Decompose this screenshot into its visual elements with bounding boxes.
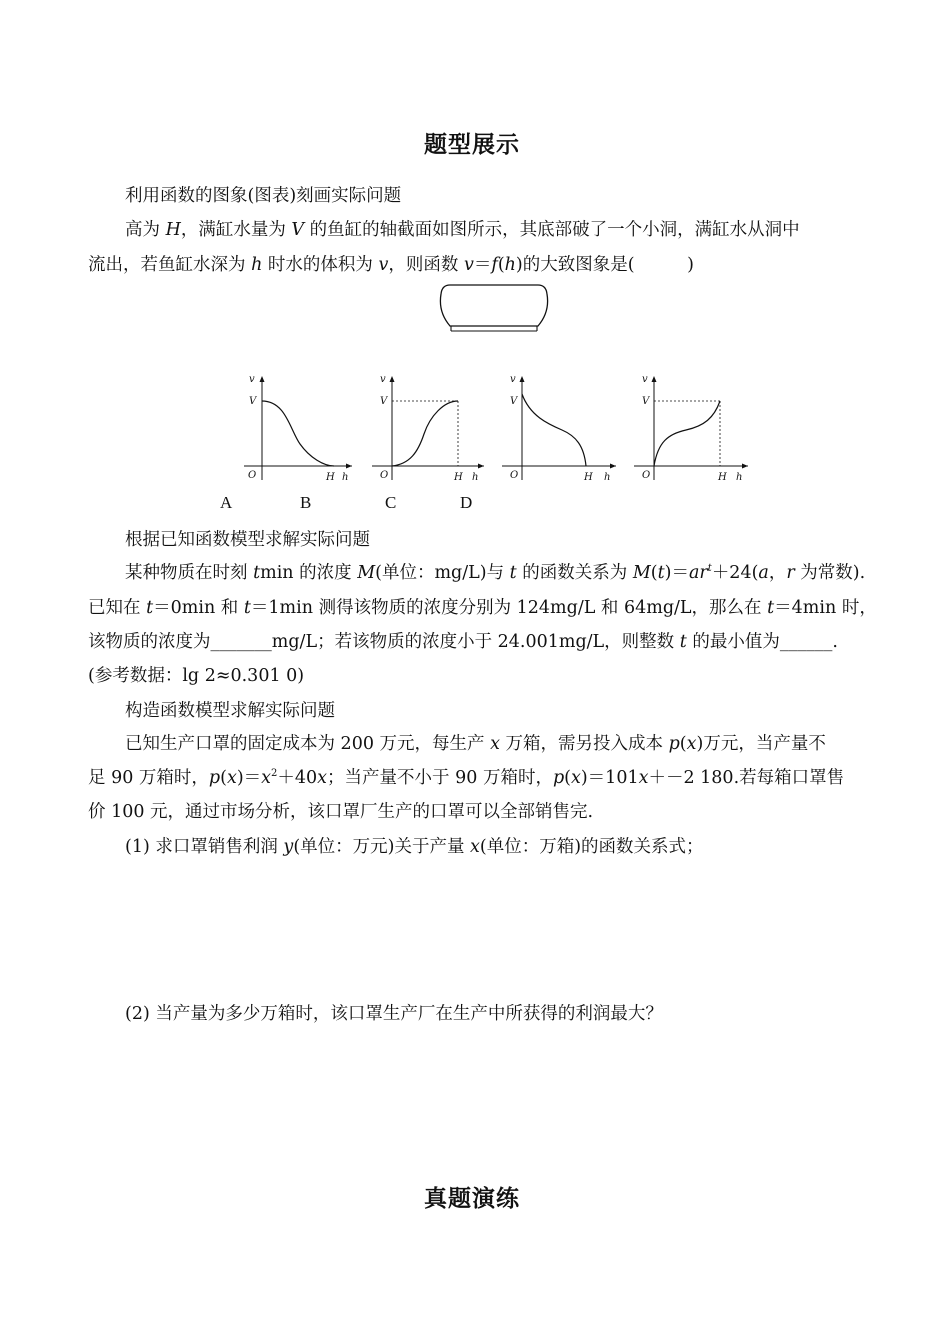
section-title-2: 真题演练 <box>424 1185 520 1212</box>
axis-label-V: V <box>249 396 257 407</box>
topic3-line3: 价 100 元，通过市场分析，该口罩厂生产的口罩可以全部销售完. <box>88 802 594 822</box>
tick-label-H: H <box>584 472 593 483</box>
question-2: (2) 当产量为多少万箱时，该口罩生产厂在生产中所获得的利润最大？ <box>125 1004 663 1024</box>
topic3-line2: 足 90 万箱时，$p(x)=x^2+40x$；当产量不小于 90 万箱时，p(x)＝101x＋－2 180.若每箱口罩售 <box>88 768 845 788</box>
topic2-line1: 某种物质在时刻 tmin 的浓度 M(单位：mg/L)与 t 的函数关系为 $M(t)=ar^t+24(a$，r 为常数). <box>125 563 866 583</box>
axis-label-h: h <box>342 472 349 483</box>
axis-label-V: V <box>642 396 650 407</box>
axis-label-V: V <box>380 396 388 407</box>
topic2-line3: 该物质的浓度为_______mg/L；若该物质的浓度小于 24.001mg/L，则整数 t 的最小值为______. <box>88 632 838 652</box>
topic3-line1: 已知生产口罩的固定成本为 200 万元，每生产 x 万箱，需另投入成本 p(x)万元，当产量不 <box>125 734 826 754</box>
option-b-label: B <box>300 493 312 512</box>
axis-label-h: h <box>472 472 479 483</box>
graph-option-b <box>370 372 490 484</box>
topic1-heading: 利用函数的图象(图表)刻画实际问题 <box>125 186 402 206</box>
option-c-label: C <box>385 493 397 512</box>
origin-label: O <box>642 470 651 481</box>
topic2-heading: 根据已知函数模型求解实际问题 <box>125 530 370 550</box>
graph-option-a <box>238 372 358 484</box>
axis-label-v: v <box>249 374 255 385</box>
graph-option-c <box>500 372 620 484</box>
topic2-line4: (参考数据：lg 2≈0.301 0) <box>88 666 305 686</box>
axis-label-V: V <box>510 396 518 407</box>
axis-label-h: h <box>736 472 743 483</box>
topic3-heading: 构造函数模型求解实际问题 <box>125 701 335 721</box>
section-title-1: 题型展示 <box>424 131 520 158</box>
topic1-line2: 流出，若鱼缸水深为 h 时水的体积为 v，则函数 v＝f(h)的大致图象是( ) <box>88 255 694 275</box>
option-d-label: D <box>460 493 473 512</box>
axis-label-v: v <box>642 374 648 385</box>
axis-label-v: v <box>510 374 516 385</box>
graph-option-d <box>632 372 752 484</box>
origin-label: O <box>248 470 257 481</box>
tick-label-H: H <box>718 472 727 483</box>
axis-label-v: v <box>380 374 386 385</box>
origin-label: O <box>510 470 519 481</box>
question-1: (1) 求口罩销售利润 y(单位：万元)关于产量 x(单位：万箱)的函数关系式； <box>125 837 704 857</box>
tick-label-H: H <box>454 472 463 483</box>
axis-label-h: h <box>604 472 611 483</box>
topic2-line2: 已知在 t＝0min 和 t＝1min 测得该物质的浓度分别为 124mg/L 和 64mg/L，那么在 t＝4min 时， <box>88 598 877 618</box>
fish-tank-figure <box>438 282 550 336</box>
option-a-label: A <box>220 493 233 512</box>
tick-label-H: H <box>326 472 335 483</box>
origin-label: O <box>380 470 389 481</box>
topic1-line1: 高为 H，满缸水量为 V 的鱼缸的轴截面如图所示，其底部破了一个小洞，满缸水从洞中 <box>125 220 800 240</box>
